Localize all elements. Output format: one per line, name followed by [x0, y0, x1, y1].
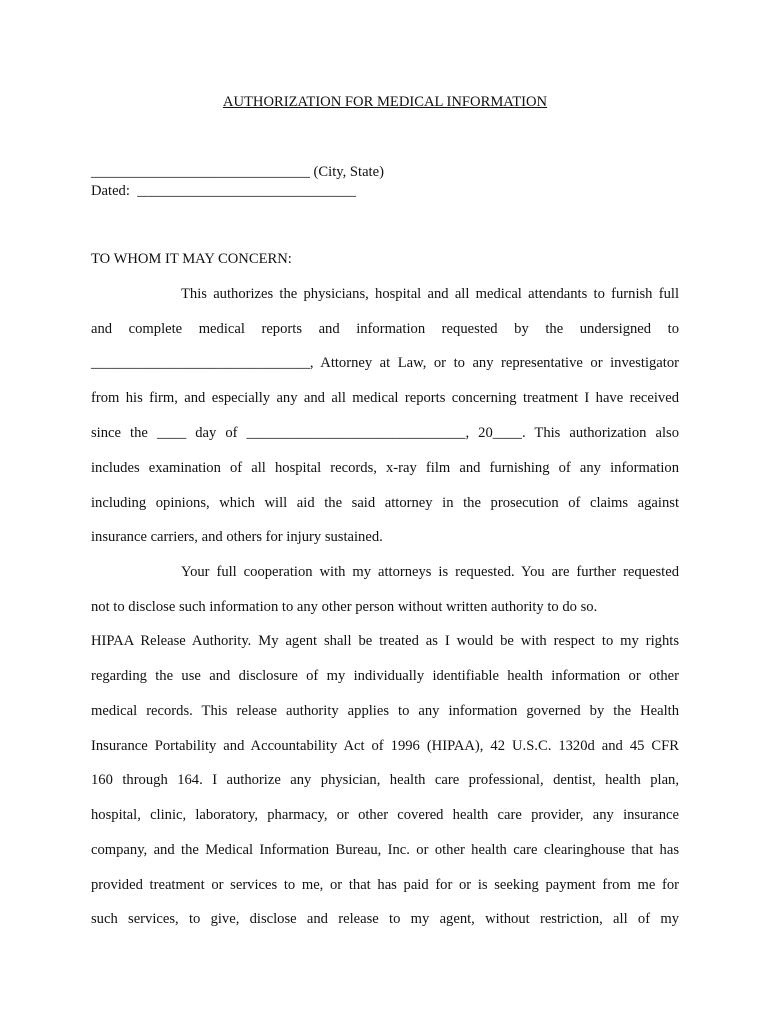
body-line: Insurance Portability and Accountability Act of 1996 (HIPAA), 42 U.S.C. 1320d and 45 CFR [91, 738, 679, 754]
salutation: TO WHOM IT MAY CONCERN: [91, 251, 292, 267]
body-line: provided treatment or services to me, or that has paid for or is seeking payment from me for [91, 877, 679, 893]
body-line: hospital, clinic, laboratory, pharmacy, or other covered health care provider, any insurance [91, 807, 679, 823]
body-line: company, and the Medical Information Bureau, Inc. or other health care clearinghouse that has [91, 842, 679, 858]
dated-line: Dated: ______________________________ [91, 183, 357, 199]
body-line: This authorizes the physicians, hospital and all medical attendants to furnish full [181, 286, 679, 302]
body-line: including opinions, which will aid the said attorney in the prosecution of claims against [91, 495, 679, 511]
city-state-line: ______________________________ (City, State) [91, 164, 384, 180]
body-line: includes examination of all hospital records, x-ray film and furnishing of any information [91, 460, 679, 476]
body-line: Your full cooperation with my attorneys is requested. You are further requested [181, 564, 679, 580]
body-line: medical records. This release authority applies to any information governed by the Health [91, 703, 679, 719]
body-line: HIPAA Release Authority. My agent shall be treated as I would be with respect to my rights [91, 633, 679, 649]
document-title: AUTHORIZATION FOR MEDICAL INFORMATION [222, 94, 548, 110]
body-line: regarding the use and disclosure of my individually identifiable health information or other [91, 668, 679, 684]
body-line: insurance carriers, and others for injury sustained. [91, 529, 383, 545]
body-line: such services, to give, disclose and release to my agent, without restriction, all of my [91, 911, 679, 927]
body-line: and complete medical reports and information requested by the undersigned to [91, 321, 679, 337]
body-line: since the ____ day of ______________________________, 20____. This authorization also [91, 425, 679, 441]
body-line: 160 through 164. I authorize any physician, health care professional, dentist, health plan, [91, 772, 679, 788]
body-line: from his firm, and especially any and all medical reports concerning treatment I have received [91, 390, 679, 406]
body-line: ______________________________, Attorney at Law, or to any representative or investigator [91, 355, 679, 371]
body-line: not to disclose such information to any other person without written authority to do so. [91, 599, 598, 615]
